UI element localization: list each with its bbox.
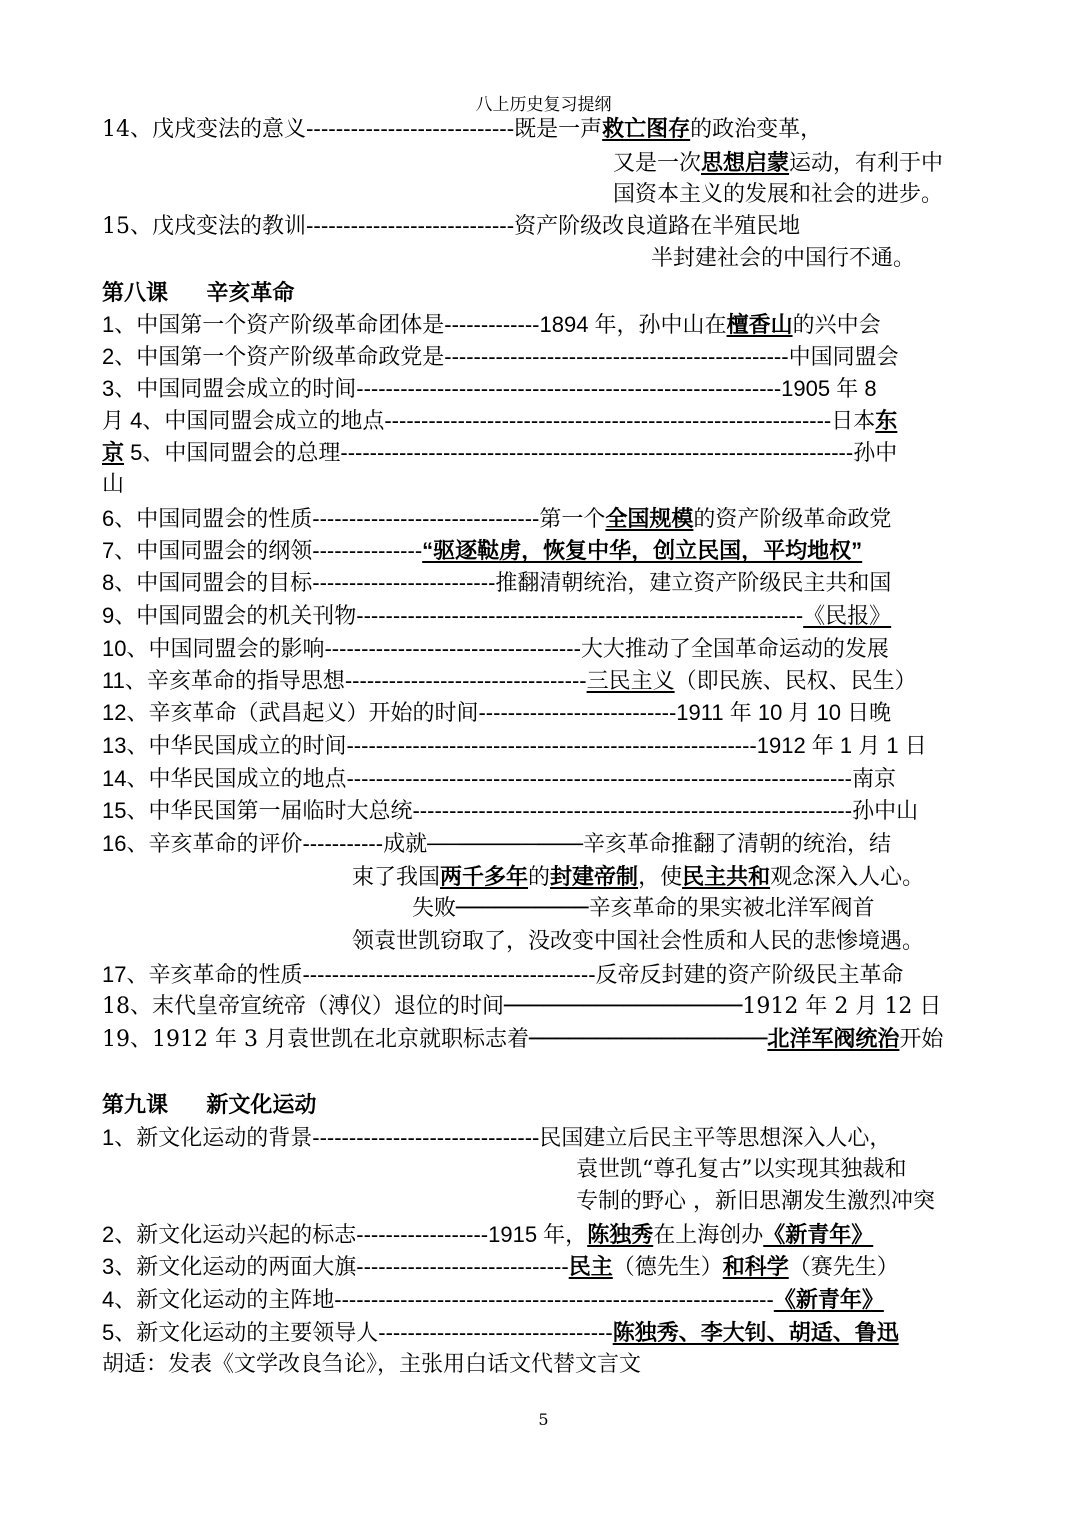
item-9-1-line3: 专制的野心 ，新旧思潮发生激烈冲突	[576, 1189, 935, 1214]
item-14-line2: 又是一次思想启蒙运动，有利于中	[613, 150, 944, 176]
item-8-16-failure: 失败──────────辛亥革命的果实被北洋军阀首	[412, 896, 875, 921]
item-8-12: 12、辛亥革命（武昌起义）开始的时间---------------------------1911 年 10 月 10 日晚	[102, 700, 892, 725]
item-8-1: 1、中国第一个资产阶级革命团体是-------------1894 年，孙中山在檀香山的兴中会	[102, 312, 881, 337]
item-8-2: 2、中国第一个资产阶级革命政党是-----------------------------------------------中国同盟会	[102, 344, 899, 369]
item-8-16-line2: 束了我国两千多年的封建帝制，使民主共和观念深入人心。	[352, 864, 925, 890]
item-9-4: 4、新文化运动的主阵地------------------------------------------------------------《新青年》	[102, 1287, 884, 1312]
item-15-line2: 半封建社会的中国行不通。	[651, 246, 916, 271]
page-number: 5	[538, 1410, 549, 1429]
item-8-19: 19、1912 年 3 月袁世凯在北京就职标志着──────────────────北洋军阀统治开始	[102, 1026, 944, 1052]
item-8-16: 16、辛亥革命的评价-----------成就──────────辛亥革命推翻了清朝的统治，结	[102, 831, 891, 856]
item-9-2: 2、新文化运动兴起的标志------------------1915 年，陈独秀在上海创办《新青年》	[102, 1222, 874, 1247]
item-8-7: 7、中国同盟会的纲领---------------“驱逐鞑虏，恢复中华，创立民国，平均地权”	[102, 538, 863, 563]
item-9-1: 1、新文化运动的背景-------------------------------民国建立后民主平等思想深入人心，	[102, 1125, 892, 1150]
item-8-17: 17、辛亥革命的性质----------------------------------------反帝反封建的资产阶级民主革命	[102, 962, 904, 987]
item-8-13: 13、中华民国成立的时间--------------------------------------------------------1912 年 1 月 1 日	[102, 733, 927, 758]
item-8-18: 18、末代皇帝宣统帝（溥仪）退位的时间──────────────────1912 年 2 月 12 日	[102, 994, 942, 1019]
item-8-10: 10、中国同盟会的影响-----------------------------------大大推动了全国革命运动的发展	[102, 636, 889, 661]
item-8-4: 月 4、中国同盟会成立的地点-------------------------------------------------------------日本东	[102, 408, 898, 433]
item-9-3: 3、新文化运动的两面大旗-----------------------------民主（德先生）和科学（赛先生）	[102, 1254, 899, 1279]
item-14-line3: 国资本主义的发展和社会的进步。	[613, 182, 944, 207]
section-heading-8: 第八课 辛亥革命	[102, 280, 295, 306]
page-header: 八上历史复习提纲	[475, 95, 612, 115]
item-8-16-line4: 领袁世凯窃取了，没改变中国社会性质和人民的悲惨境遇。	[352, 929, 925, 954]
item-8-5: 京 5、中国同盟会的总理----------------------------------------------------------------------孙中	[102, 440, 898, 465]
section-heading-9: 第九课 新文化运动	[102, 1092, 317, 1118]
item-14-significance: 14、戊戌变法的意义----------------------------既是一声救亡图存的政治变革，	[102, 116, 823, 142]
item-9-hushi-note: 胡适：发表《文学改良刍论》，主张用白话文代替文言文	[102, 1352, 642, 1377]
item-8-8: 8、中国同盟会的目标-------------------------推翻清朝统治，建立资产阶级民主共和国	[102, 570, 892, 595]
item-8-5-wrap: 山	[102, 472, 125, 497]
item-8-15: 15、中华民国第一届临时大总统------------------------------------------------------------孙中山	[102, 798, 919, 823]
item-8-9: 9、中国同盟会的机关刊物-------------------------------------------------------------《民报》	[102, 603, 892, 628]
item-15-lesson: 15、戊戌变法的教训----------------------------资产阶级改良道路在半殖民地	[102, 214, 801, 239]
item-8-14: 14、中华民国成立的地点---------------------------------------------------------------------南京	[102, 766, 897, 791]
item-8-6: 6、中国同盟会的性质-------------------------------第一个全国规模的资产阶级革命政党	[102, 506, 892, 531]
item-9-5: 5、新文化运动的主要领导人--------------------------------陈独秀、李大钊、胡适、鲁迅	[102, 1320, 899, 1345]
item-9-1-line2: 袁世凯“尊孔复古”以实现其独裁和	[576, 1157, 907, 1182]
item-8-3: 3、中国同盟会成立的时间----------------------------------------------------------1905 年 8	[102, 376, 877, 401]
item-8-11: 11、辛亥革命的指导思想---------------------------------三民主义（即民族、民权、民生）	[102, 668, 917, 693]
